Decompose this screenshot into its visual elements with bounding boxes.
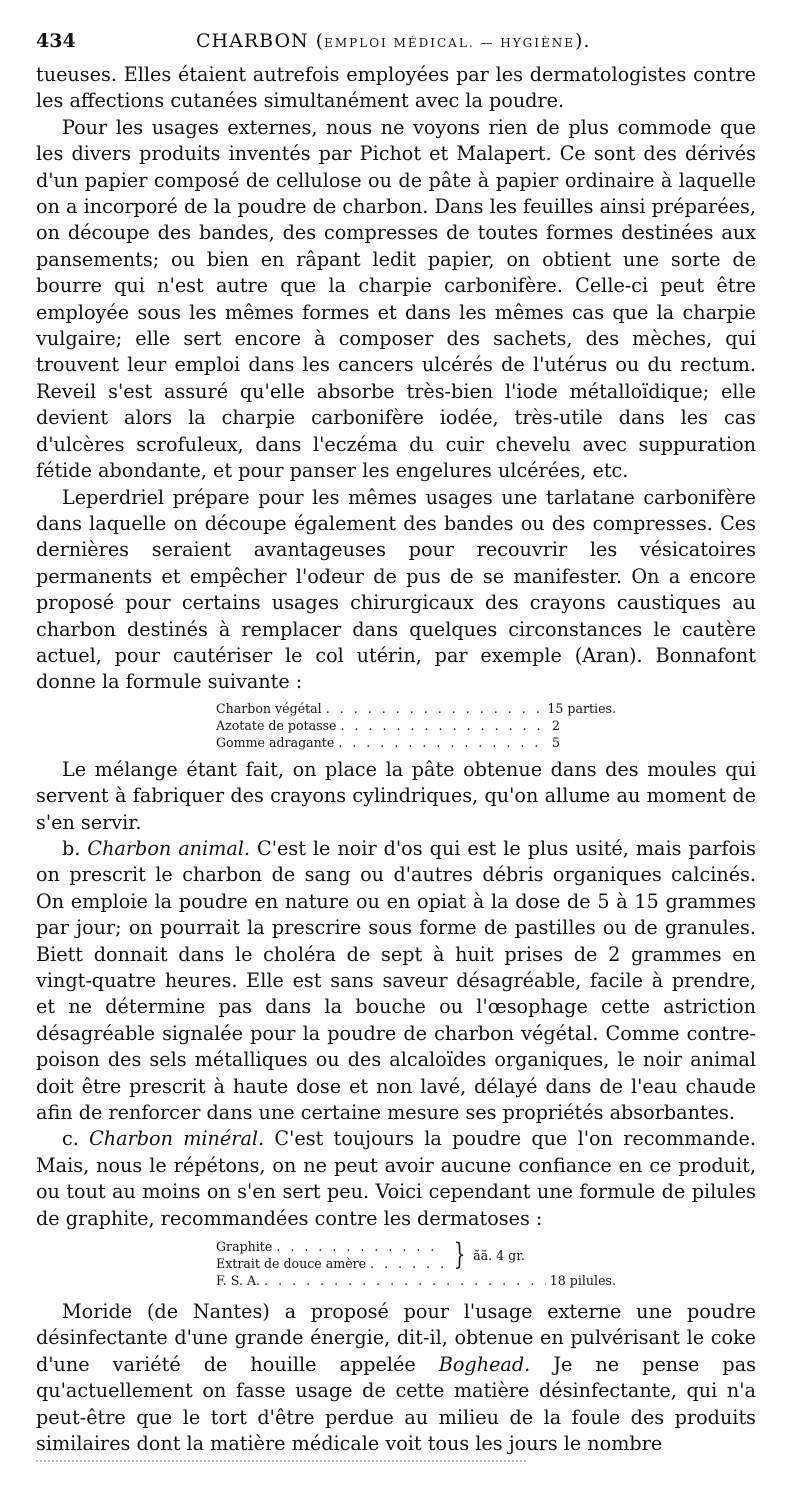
section-letter-c: c. [62,1127,79,1151]
ingredient-quantity: 5 [552,734,561,750]
paragraph-7 [36,1299,756,1457]
ingredient-quantity: 15 parties. [547,700,616,716]
formula-row [216,717,616,734]
page-header [36,26,756,62]
formula-crayons [216,700,616,751]
paragraph-2: Pour les usages externes, nous ne voyons rien de plus commode que les divers produits inventés par Pichot et Malapert. Ce sont des dérivés d'un papier composé de cellulose ou de pâte à papier ordinaire à laquelle on a incorporé de la poudre de charbon. Dans les feuilles ainsi préparées, on découpe des bandes, des compresses de toutes formes destinées aux pansements; ou bien en râpant ledit papier, on obtient une sorte de bourre qui n'est autre que la charpie carbonifère. Celle-ci peut être employée sous les mêmes formes et dans les mêmes cas que la charpie vulgaire; elle sert encore à composer des sachets, des mèches, qui trouvent leur emploi dans les cancers ulcérés de l'utérus ou du rectum. Reveil s'est assuré qu'elle absorbe très-bien l'iode métalloïdique; elle devient alors la charpie carbonifère iodée, très-utile dans les cas d'ulcères scrofuleux, dans l'eczéma du cuir chevelu avec suppuration fétide abondante, et pour panser les engelures ulcérées, etc. [36,115,756,483]
running-title-main: CHARBON ( [196,30,325,52]
ingredient-name: Graphite [216,1239,273,1255]
braced-quantity: ãã. 4 gr. [473,1247,525,1263]
ingredient-quantity: 18 pilules. [549,1273,616,1289]
document-page [36,26,756,1458]
paragraph-5-text: C'est le noir d'os qui est le plus usité, mais parfois on prescrit le charbon de sang ou d'autres débris organiques calcinés. On emploie la poudre en nature ou en opiat à la dose de 5 à 15 grammes par jour; on pourrait la prescrire sous forme de pastilles ou de granules. Biett donnait dans le choléra de sept à huit prises de 2 grammes en vingt-quatre heures. Elle est sans saveur désagréable, facile à prendre, et ne détermine pas dans la bouche ou l'œsophage cette astriction désagréable signalée pour la poudre de charbon végétal. Comme contre-poison des sels métalliques ou des alcaloïdes organiques, le noir animal doit être prescrit à haute dose et non lavé, délayé dans de l'eau chaude afin de renforcer dans une certaine mesure ses propriétés absorbantes. [36,836,756,1125]
braced-ingredients [216,1238,616,1272]
brace-symbol: } [453,1237,466,1273]
footer-divider [36,1460,526,1462]
paragraph-6 [36,1126,756,1232]
paragraph-7-text-b: Je ne pense pas qu'actuellement on fasse usage de cette matière désinfectante, qui n'a peut-être que le tort d'être perdue au milieu de la foule des produits similaires dont la matière médicale voit tous les jours le nombre [36,1352,756,1456]
ingredient-quantity: 2 [552,717,561,733]
ingredient-name: Charbon végétal [216,700,322,716]
section-title-charbon-animal: Charbon animal. [87,836,251,860]
section-letter-b: b. [62,836,81,860]
section-title-charbon-mineral: Charbon minéral. [89,1127,265,1151]
ingredient-name: F. S. A. [216,1273,261,1289]
paragraph-1: tueuses. Elles étaient autrefois employées par les dermatologistes contre les affections cutanées simultanément avec la poudre. [36,63,756,113]
paragraph-7-text-a: Moride (de Nantes) a proposé pour l'usage externe une poudre désinfectante d'une grande énergie, dit-il, obtenue en pulvérisant le coke d'une variété de houille appelée [36,1300,756,1376]
paragraph-5 [36,836,756,1126]
ingredient-name: Azotate de potasse [216,717,337,733]
paragraph-4: Le mélange étant fait, on place la pâte obtenue dans des moules qui servent à fabriquer des crayons cylindriques, qu'on allume au moment de s'en servir. [36,757,756,834]
paragraph-6-text: C'est toujours la poudre que l'on recommande. Mais, nous le répétons, on ne peut avoir aucune confiance en ce produit, ou tout au moins on s'en sert peu. Voici cependant une formule de pilules de graphite, recommandées contre les dermatoses : [36,1127,756,1230]
running-title-end: ). [575,30,591,52]
formula-row [216,734,616,751]
formula-row [216,1238,448,1255]
ingredient-name: Extrait de douce amère [216,1256,367,1272]
formula-row [216,1255,448,1272]
page-number: 434 [36,30,76,52]
formula-row [216,1272,616,1289]
paragraph-3: Leperdriel prépare pour les mêmes usages une tarlatane carbonifère dans laquelle on découpe également des bandes ou des compresses. Ces dernières seraient avantageuses pour recouvrir les vésicatoires permanents et empêcher l'odeur de pus de se manifester. On a encore proposé pour certains usages chirurgicaux des crayons caustiques au charbon destinés à remplacer dans quelques circonstances le cautère actuel, pour cautériser le col utérin, par exemple (Aran). Bonnafont donne la formule suivante : [36,485,756,694]
formula-pilules [216,1238,616,1289]
ingredient-name: Gomme adragante [216,734,335,750]
formula-row [216,700,616,717]
running-title [196,30,590,52]
boghead-term: Boghead. [438,1352,531,1376]
running-title-subtitle: EMPLOI MÉDICAL. — HYGIÈNE [324,36,575,50]
